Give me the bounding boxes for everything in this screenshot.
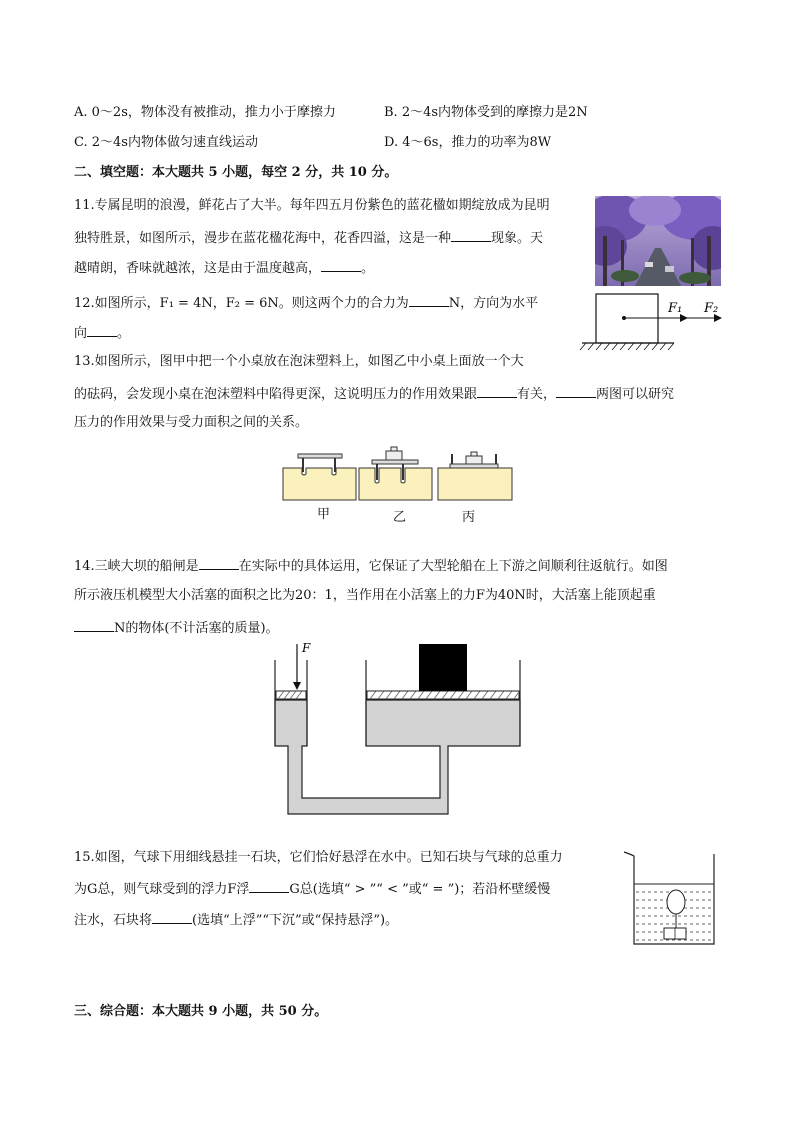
answer-blank[interactable] <box>74 618 114 632</box>
q15-text: (选填“上浮”“下沉”或“保持悬浮”)。 <box>192 913 399 928</box>
q14-text: 在实际中的具体运用，它保证了大型轮船在上下游之间顺利往返航行。如图 <box>238 559 668 574</box>
q11-line3 <box>74 258 374 278</box>
answer-blank[interactable] <box>556 384 596 398</box>
q11-text: 。 <box>361 261 375 276</box>
q13-line2 <box>74 384 674 404</box>
q15-text: G总(选填“ > ”“ < ”或“ = ”)；若沿杯壁缓慢 <box>289 882 551 897</box>
answer-blank[interactable] <box>87 323 117 337</box>
answer-blank[interactable] <box>477 384 517 398</box>
q14-text: 14.三峡大坝的船闸是 <box>74 559 199 574</box>
jacaranda-photo <box>595 196 721 286</box>
q13-text: 的砝码，会发现小桌在泡沫塑料中陷得更深，这说明压力的作用效果跟 <box>74 387 478 402</box>
hydraulic-press-diagram <box>268 640 524 816</box>
q12-text: 12.如图所示，F₁ = 4N，F₂ = 6N。则这两个力的合力为 <box>74 296 409 311</box>
q13-line1: 13.如图所示，图甲中把一个小桌放在泡沫塑料上，如图乙中小桌上面放一个大 <box>74 354 524 369</box>
caption-jia: 甲 <box>317 507 331 522</box>
q11-text: 现象。天 <box>491 231 544 246</box>
section3-heading: 三、综合题：本大题共 9 小题，共 50 分。 <box>74 1004 328 1019</box>
q12-line1 <box>74 293 538 313</box>
q10-option-a: A. 0～2s，物体没有被推动，推力小于摩擦力 <box>74 105 336 120</box>
q15-line3 <box>74 910 398 930</box>
f2-label: F₂ <box>704 301 719 316</box>
q11-text: 越晴朗，香味就越浓，这是由于温度越高， <box>74 261 322 276</box>
q15-text: 为G总，则气球受到的浮力F浮 <box>74 882 250 897</box>
q14-line3 <box>74 618 279 638</box>
q10-option-d: D. 4～6s，推力的功率为8W <box>384 135 552 150</box>
answer-blank[interactable] <box>451 228 491 242</box>
q12-text: N，方向为水平 <box>448 296 539 311</box>
q15-text: 注水，石块将 <box>74 913 153 928</box>
q13-text: 两图可以研究 <box>596 387 675 402</box>
q11-line1: 11.专属昆明的浪漫，鲜花占了大半。每年四五月份紫色的蓝花楹如期绽放成为昆明 <box>74 198 550 213</box>
q14-line2: 所示液压机模型大小活塞的面积之比为20：1，当作用在小活塞上的力F为40N时，大活塞上能顶起重 <box>74 588 656 603</box>
q11-text: 独特胜景，如图所示，漫步在蓝花楹花海中，花香四溢，这是一种 <box>74 231 452 246</box>
q10-option-b: B. 2～4s内物体受到的摩擦力是2N <box>384 105 588 120</box>
caption-yi: 乙 <box>393 510 407 525</box>
answer-blank[interactable] <box>409 293 449 307</box>
section2-heading: 二、填空题：本大题共 5 小题，每空 2 分，共 10 分。 <box>74 165 398 180</box>
answer-blank[interactable] <box>152 910 192 924</box>
beaker-diagram <box>620 850 724 950</box>
q15-line2 <box>74 879 550 899</box>
foam-table-diagram <box>282 446 518 502</box>
q13-line3: 压力的作用效果与受力面积之间的关系。 <box>74 415 309 430</box>
q14-text: N的物体(不计活塞的质量)。 <box>114 621 279 636</box>
f1-label: F₁ <box>668 301 683 316</box>
caption-bing: 丙 <box>462 510 476 525</box>
q13-text: 有关， <box>517 387 557 402</box>
q15-line1: 15.如图，气球下用细线悬挂一石块，它们恰好悬浮在水中。已知石块与气球的总重力 <box>74 850 563 865</box>
q12-text: 向 <box>74 326 88 341</box>
q12-text: 。 <box>117 326 131 341</box>
q11-line2 <box>74 228 543 248</box>
q10-option-c: C. 2～4s内物体做匀速直线运动 <box>74 135 258 150</box>
answer-blank[interactable] <box>249 879 289 893</box>
q12-line2 <box>74 323 130 343</box>
q14-line1 <box>74 556 668 576</box>
force-f-label: F <box>302 641 311 655</box>
answer-blank[interactable] <box>199 556 239 570</box>
answer-blank[interactable] <box>321 258 361 272</box>
force-diagram <box>576 290 726 354</box>
